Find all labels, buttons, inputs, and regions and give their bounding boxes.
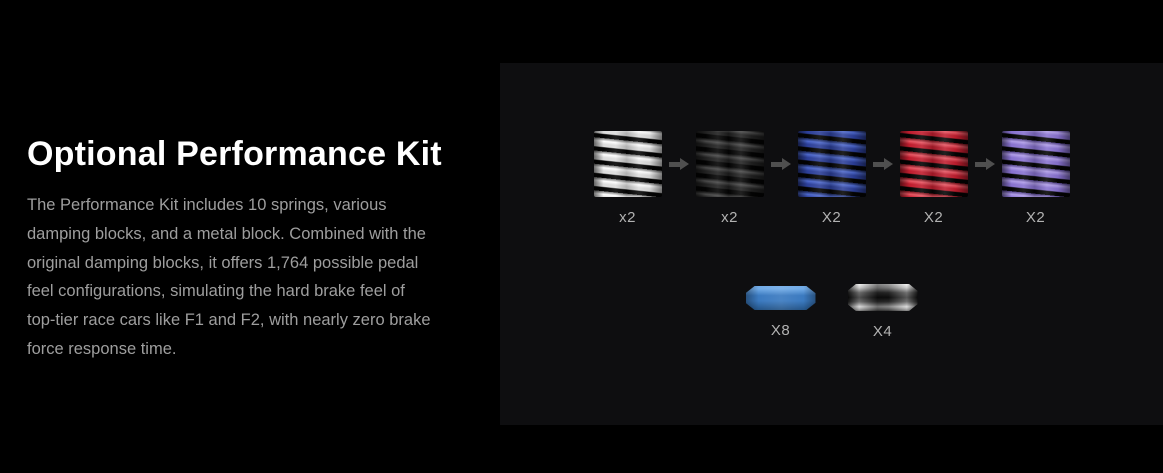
purple-spring-item xyxy=(1002,131,1070,226)
black-spring-item xyxy=(696,131,764,226)
blue-spring-count: X2 xyxy=(821,209,842,226)
metal-block-item xyxy=(848,286,918,340)
blue-spring xyxy=(798,131,866,197)
arrow-right-icon xyxy=(866,158,900,171)
arrow-right-icon xyxy=(968,158,1002,171)
kit-info-section xyxy=(27,135,493,364)
silver-spring-item xyxy=(594,131,662,226)
blocks-row xyxy=(500,286,1163,340)
metal-block xyxy=(848,284,918,311)
black-spring xyxy=(696,131,764,197)
damping-block-blue-item xyxy=(746,286,816,339)
blue-spring-item xyxy=(798,131,866,226)
kit-description-line: top-tier race cars like F1 and F2, with nearly zero brake xyxy=(27,311,431,330)
purple-spring-count: X2 xyxy=(1025,209,1046,226)
damping-block-blue xyxy=(746,286,816,310)
red-spring-count: X2 xyxy=(923,209,944,226)
silver-spring-count: x2 xyxy=(619,209,636,226)
red-spring xyxy=(900,131,968,197)
purple-spring xyxy=(1002,131,1070,197)
damping-block-blue-count: X8 xyxy=(770,322,791,339)
metal-block-count: X4 xyxy=(872,323,893,340)
red-spring-item xyxy=(900,131,968,226)
kit-description-line: The Performance Kit includes 10 springs, various xyxy=(27,196,387,215)
kit-description-line: damping blocks, and a metal block. Combined with the xyxy=(27,224,426,243)
arrow-right-icon xyxy=(662,158,696,171)
kit-description-line: feel configurations, simulating the hard brake feel of xyxy=(27,282,405,301)
black-spring-count: x2 xyxy=(721,209,738,226)
kit-title: Optional Performance Kit xyxy=(27,135,442,173)
kit-description-line: force response time. xyxy=(27,340,177,359)
arrow-right-icon xyxy=(764,158,798,171)
kit-description xyxy=(27,191,493,364)
performance-kit-panel xyxy=(500,63,1163,425)
springs-row xyxy=(500,131,1163,226)
kit-description-line: original damping blocks, it offers 1,764 possible pedal xyxy=(27,253,419,272)
silver-spring xyxy=(594,131,662,197)
